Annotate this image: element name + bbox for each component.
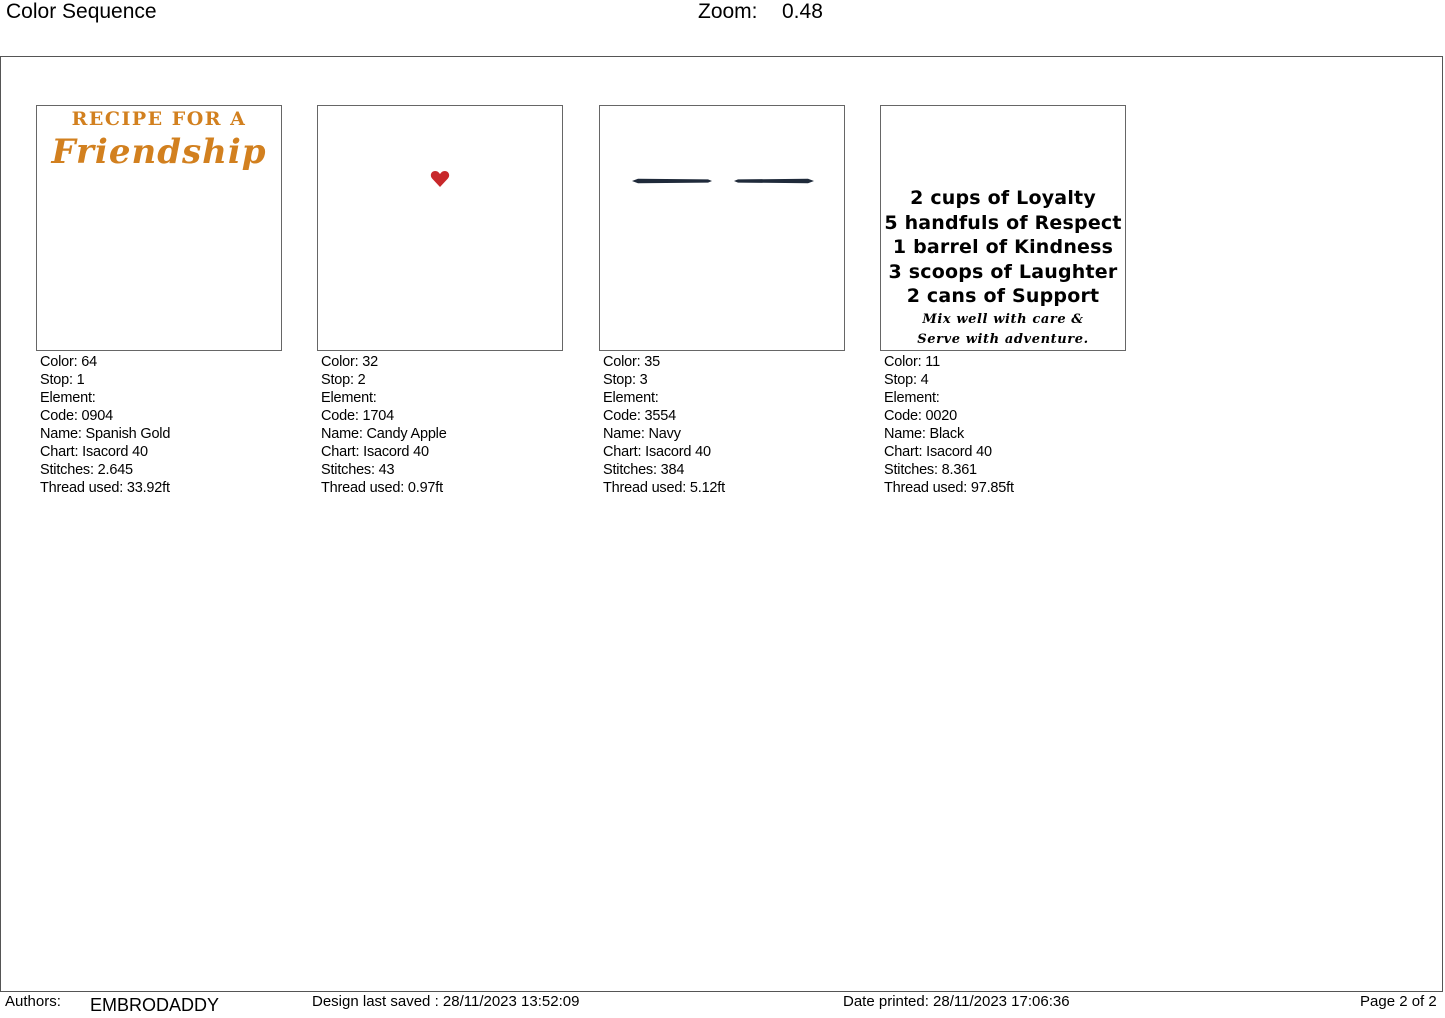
stop-number: Stop: 2 [321,372,366,388]
element-label: Element: [321,390,377,406]
color-number: Color: 11 [884,354,940,370]
divider-lines-icon [630,176,820,186]
thumbnail-2 [317,105,563,351]
stitch-count: Stitches: 2.645 [40,462,133,478]
thread-chart: Chart: Isacord 40 [603,444,711,460]
thread-chart: Chart: Isacord 40 [40,444,148,460]
zoom-label: Zoom: [698,0,758,23]
color-card-2 [317,105,567,497]
stop-number: Stop: 4 [884,372,929,388]
color-card-3 [599,105,849,497]
thumbnail-1-line2: Friendship [51,132,267,172]
recipe-text [881,186,1125,309]
zoom-value: 0.48 [782,0,823,23]
color-number: Color: 35 [603,354,661,370]
page-number: Page 2 of 2 [1360,993,1437,1010]
thread-name: Name: Navy [603,426,681,442]
color-card-1 [36,105,286,497]
thread-chart: Chart: Isacord 40 [884,444,992,460]
authors-label: Authors: [5,993,61,1010]
thumbnail-4 [880,105,1126,351]
color-card-4 [880,105,1130,497]
thread-name: Name: Black [884,426,964,442]
design-last-saved: Design last saved : 28/11/2023 13:52:09 [312,993,580,1010]
thumbnail-1-line1: RECIPE FOR A [71,108,247,130]
thumbnail-1 [36,105,282,351]
recipe-line: 2 cups of Loyalty [910,187,1096,209]
color-number: Color: 32 [321,354,379,370]
color-info-2 [317,353,567,497]
recipe-line: 2 cans of Support [906,285,1100,307]
date-printed: Date printed: 28/11/2023 17:06:36 [843,993,1070,1010]
color-info-1 [36,353,286,497]
stop-number: Stop: 3 [603,372,648,388]
thread-code: Code: 0020 [884,408,957,424]
recipe-script [881,310,1125,350]
element-label: Element: [884,390,940,406]
color-number: Color: 64 [40,354,98,370]
recipe-line: 5 handfuls of Respect [884,211,1122,234]
thread-chart: Chart: Isacord 40 [321,444,429,460]
color-info-4 [880,353,1130,497]
thread-code: Code: 0904 [40,408,113,424]
thread-code: Code: 3554 [603,408,676,424]
recipe-line: 1 barrel of Kindness [892,236,1114,258]
authors-value: EMBRODADDY [90,995,220,1015]
element-label: Element: [40,390,96,406]
recipe-line: 3 scoops of Laughter [888,260,1118,283]
stitch-count: Stitches: 8.361 [884,462,977,478]
thread-name: Name: Candy Apple [321,426,447,442]
thread-code: Code: 1704 [321,408,394,424]
thumbnail-3 [599,105,845,351]
script-line: Mix well with care & [922,312,1084,327]
script-line: Serve with adventure. [917,332,1089,347]
thread-name: Name: Spanish Gold [40,426,171,442]
element-label: Element: [603,390,659,406]
thread-used: Thread used: 0.97ft [321,480,443,496]
stitch-count: Stitches: 384 [603,462,685,478]
thread-used: Thread used: 97.85ft [884,480,1014,496]
thread-used: Thread used: 33.92ft [40,480,170,496]
page-title: Color Sequence [6,0,157,23]
stitch-count: Stitches: 43 [321,462,395,478]
heart-icon [430,170,450,188]
stop-number: Stop: 1 [40,372,85,388]
thread-used: Thread used: 5.12ft [603,480,725,496]
color-info-3 [599,353,849,497]
